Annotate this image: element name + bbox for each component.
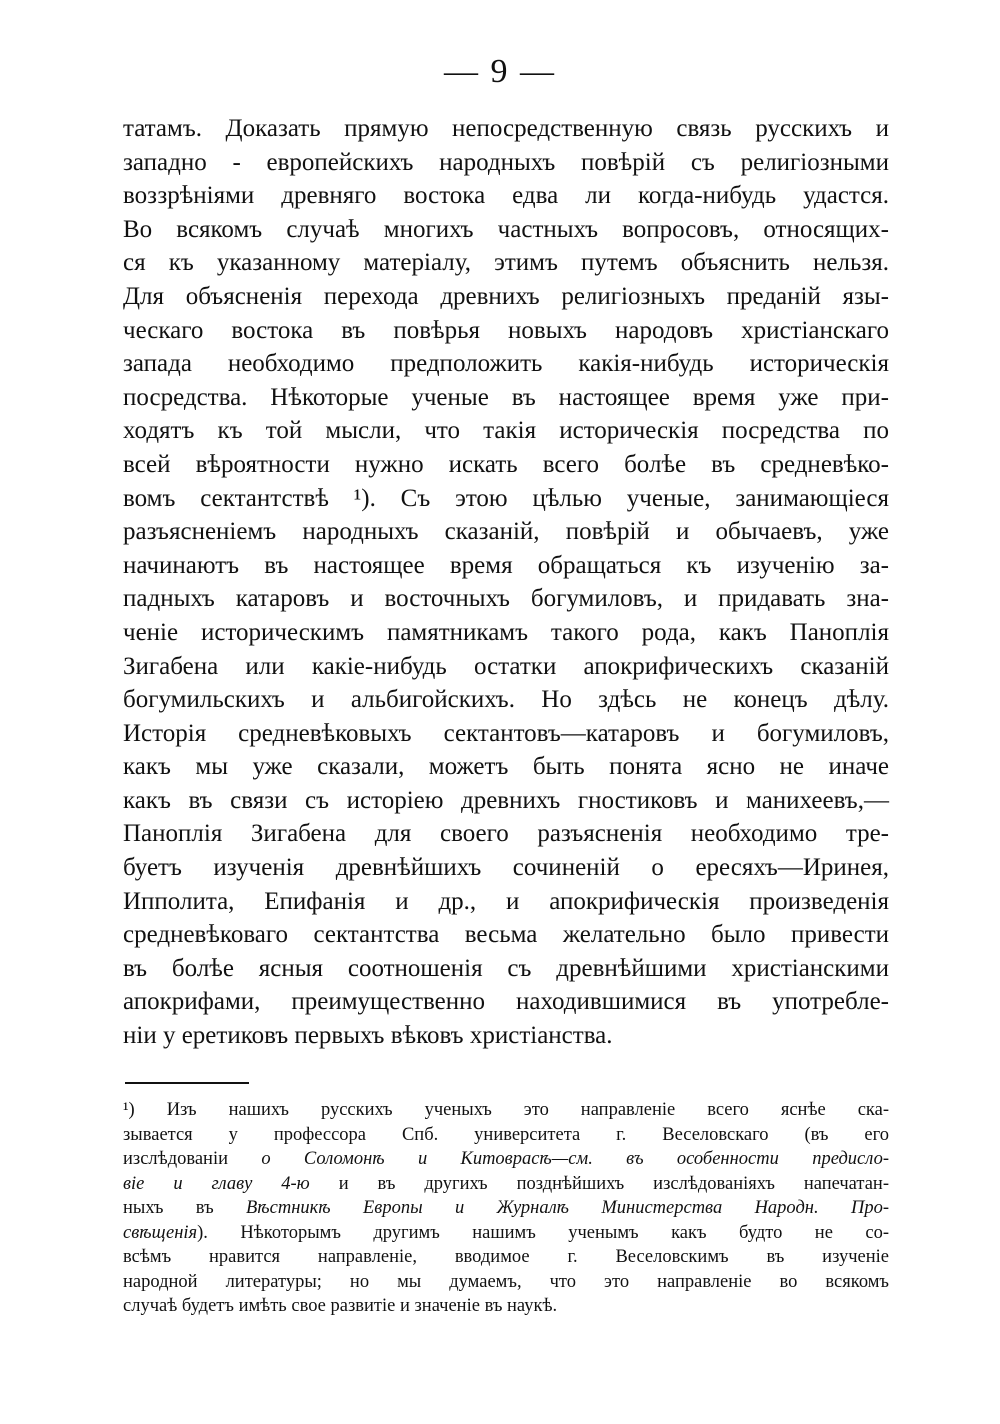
body-line: Ипполита, Епифанія и др., и апокрифическія произведенія <box>123 887 889 915</box>
footnote-text: ). Нѣкоторымъ другимъ нашимъ ученымъ какъ будто не со- <box>197 1222 889 1243</box>
body-line: ся къ указанному матеріалу, этимъ путемъ объяснить нельзя. <box>123 249 889 277</box>
body-line: запада необходимо предположить какія-нибудь историческія <box>123 350 889 378</box>
body-line: разъясненіемъ народныхъ сказаній, повѣрій и обычаевъ, уже <box>123 518 889 546</box>
body-line: Во всякомъ случаѣ многихъ частныхъ вопросовъ, относящих- <box>123 215 889 243</box>
body-line: въ болѣе ясныя соотношенія съ древнѣйшими христіанскими <box>123 954 889 982</box>
footnote-line <box>123 1172 889 1197</box>
body-line: буетъ изученія древнѣйшихъ сочиненій о ересяхъ—Иринея, <box>123 854 889 882</box>
body-line: какъ мы уже сказали, можетъ быть понята ясно не иначе <box>123 753 889 781</box>
footnote-line <box>123 1123 889 1148</box>
footnote-line <box>123 1196 889 1221</box>
footnote-line <box>123 1221 889 1246</box>
body-line: западно - европейскихъ народныхъ повѣрій съ религіозными <box>123 148 889 176</box>
body-line: какъ въ связи съ исторіею древнихъ гностиковъ и манихеевъ,— <box>123 786 889 814</box>
body-line: богумильскихъ и альбигойскихъ. Но здѣсь не конецъ дѣлу. <box>123 686 889 714</box>
footnote-italic-title: віе и главу 4-ю <box>123 1173 310 1194</box>
body-line: ходятъ къ той мысли, что такія историческія посредства по <box>123 417 889 445</box>
body-line: падныхъ катаровъ и восточныхъ богумиловъ, и придавать зна- <box>123 585 889 613</box>
body-line: посредства. Нѣкоторые ученые въ настоящее время уже при- <box>123 383 889 411</box>
footnote-line <box>123 1147 889 1172</box>
body-line: Для объясненія перехода древнихъ религіозныхъ преданій язы- <box>123 282 889 310</box>
footnote-divider <box>125 1082 249 1084</box>
footnote-line <box>123 1294 889 1319</box>
body-line: вомъ сектантствѣ ¹). Съ этою цѣлью ученые, занимающіеся <box>123 484 889 512</box>
footnote-text: изслѣдованіи <box>123 1149 262 1169</box>
footnote-text: ныхъ въ <box>123 1198 246 1218</box>
body-line: воззрѣніями древняго востока едва ли когда-нибудь удастся. <box>123 182 889 210</box>
footnote-text: и въ другихъ позднѣйшихъ изслѣдованіяхъ напечатан- <box>309 1173 889 1194</box>
footnote-italic-title: о Соломонѣ и Китоврасѣ—см. въ особенности предисло- <box>261 1149 889 1169</box>
body-line: татамъ. Доказать прямую непосредственную связь русскихъ и <box>123 115 889 142</box>
footnote-line <box>123 1270 889 1295</box>
footnote-text: зывается у профессора Спб. университета г. Веселовскаго (въ его <box>123 1124 889 1145</box>
page-number: — 9 — <box>444 53 556 90</box>
main-text-block <box>123 112 889 1053</box>
body-line: средневѣковаго сектантства весьма желательно было привести <box>123 921 889 949</box>
body-line: апокрифами, преимущественно находившимися въ употребле- <box>123 988 889 1016</box>
body-line: Паноплія Зигабена для своего разъясненія необходимо тре- <box>123 820 889 848</box>
footnote-text: всѣмъ нравится направленіе, вводимое г. Веселовскимъ въ изученіе <box>123 1247 889 1267</box>
footnote-italic-title: свѣщенія <box>123 1222 198 1243</box>
footnote-text: ¹) Изъ нашихъ русскихъ ученыхъ это направленіе всего яснѣе ска- <box>123 1100 889 1120</box>
footnote-line <box>123 1245 889 1270</box>
body-line: Зигабена или какіе-нибудь остатки апокрифическихъ сказаній <box>123 652 889 680</box>
body-line: Исторія средневѣковыхъ сектантовъ—катаровъ и богумиловъ, <box>123 719 889 747</box>
footnote-line <box>123 1098 889 1123</box>
footnote-block <box>123 1098 889 1319</box>
body-line: ческаго востока въ повѣрья новыхъ народовъ христіанскаго <box>123 316 889 344</box>
body-line: начинаютъ въ настоящее время обращаться къ изученію за- <box>123 551 889 579</box>
footnote-text: случаѣ будетъ имѣть свое развитіе и значеніе въ наукѣ. <box>123 1296 558 1316</box>
body-line: ніи у еретиковъ первыхъ вѣковъ христіанства. <box>123 1022 613 1050</box>
footnote-text: народной литературы; но мы думаемъ, что это направленіе во всякомъ <box>123 1271 889 1292</box>
body-line: всей вѣроятности нужно искать всего болѣе въ средневѣко- <box>123 450 889 478</box>
body-line: ченіе историческимъ памятникамъ такого рода, какъ Паноплія <box>123 618 889 646</box>
footnote-italic-title: Вѣстникѣ Европы и Журналѣ Министерства Народн. Про- <box>246 1198 889 1218</box>
